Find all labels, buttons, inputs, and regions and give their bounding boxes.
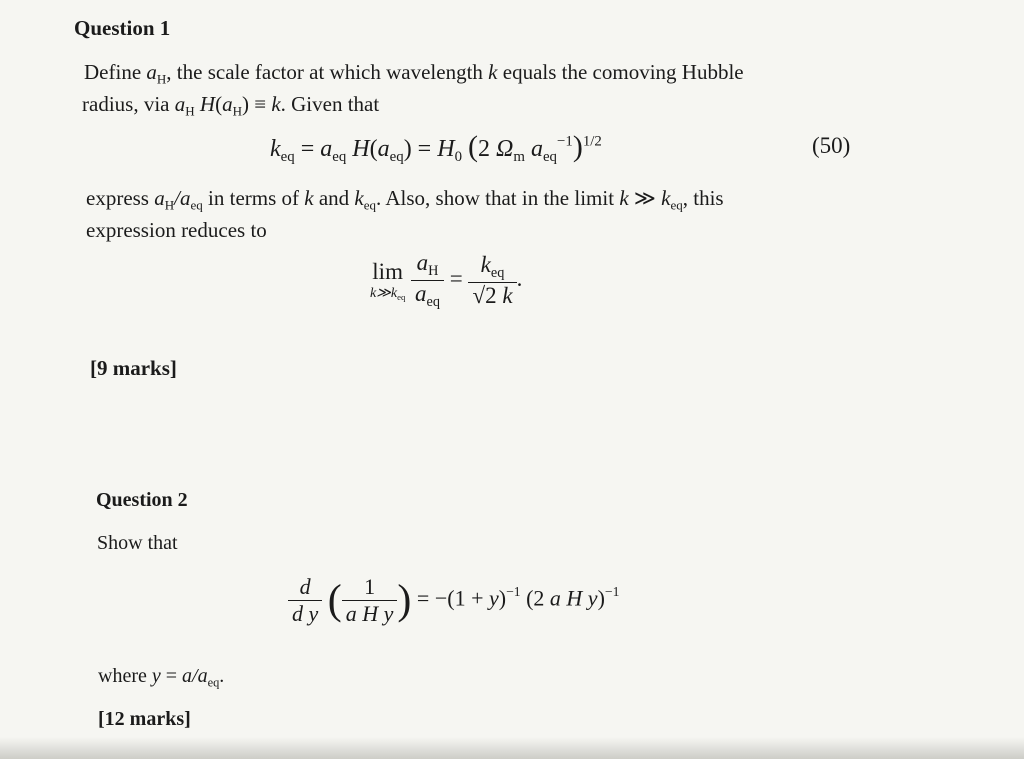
- q2-where: where $y = a/a_{eq}$.: [98, 665, 225, 690]
- q1-marks: [9 marks]: [90, 356, 177, 380]
- q2-marks: [12 marks]: [98, 708, 191, 730]
- equation-number: (50): [812, 133, 851, 158]
- q2-intro: Show that: [97, 532, 178, 554]
- equation-50: $k_{eq} = a_{eq}$ $H(a_{eq}) = H_0$ (2 $\Omega_m$ $a_{eq}^{-1})^{1/2}$: [270, 130, 602, 166]
- limit-equation: lim $k≫k_{eq}$ $\frac{a_H}{a_{eq}}$ = $\frac{k_{eq}}{√2 k}$ .: [370, 250, 523, 310]
- q1-text-line-1: Define $a_H$, the scale factor at which wavelength k equals the comoving Hubble: [84, 60, 744, 87]
- page-edge-shadow: [0, 737, 1024, 759]
- q2-equation: $\frac{d}{\text{d y}}$ ( $\frac{1}{\text{a H y}}$ ) = $-(1 + y)^{-1}$ (2 a H y)$^{-1}$: [288, 574, 619, 627]
- q1-text-line-3: express $a_H/a_{eq}$ in terms of k and $k_{eq}$. Also, show that in the limit k ≫ $k_{eq}$, this: [86, 186, 724, 213]
- question-1-title: Question 1: [74, 16, 171, 40]
- q1-text-line-4: expression reduces to: [86, 218, 267, 242]
- question-2-title: Question 2: [96, 489, 188, 511]
- q1-text-line-2: radius, via $a_H$ $H(a_H) \equiv k$. Given that: [82, 92, 380, 119]
